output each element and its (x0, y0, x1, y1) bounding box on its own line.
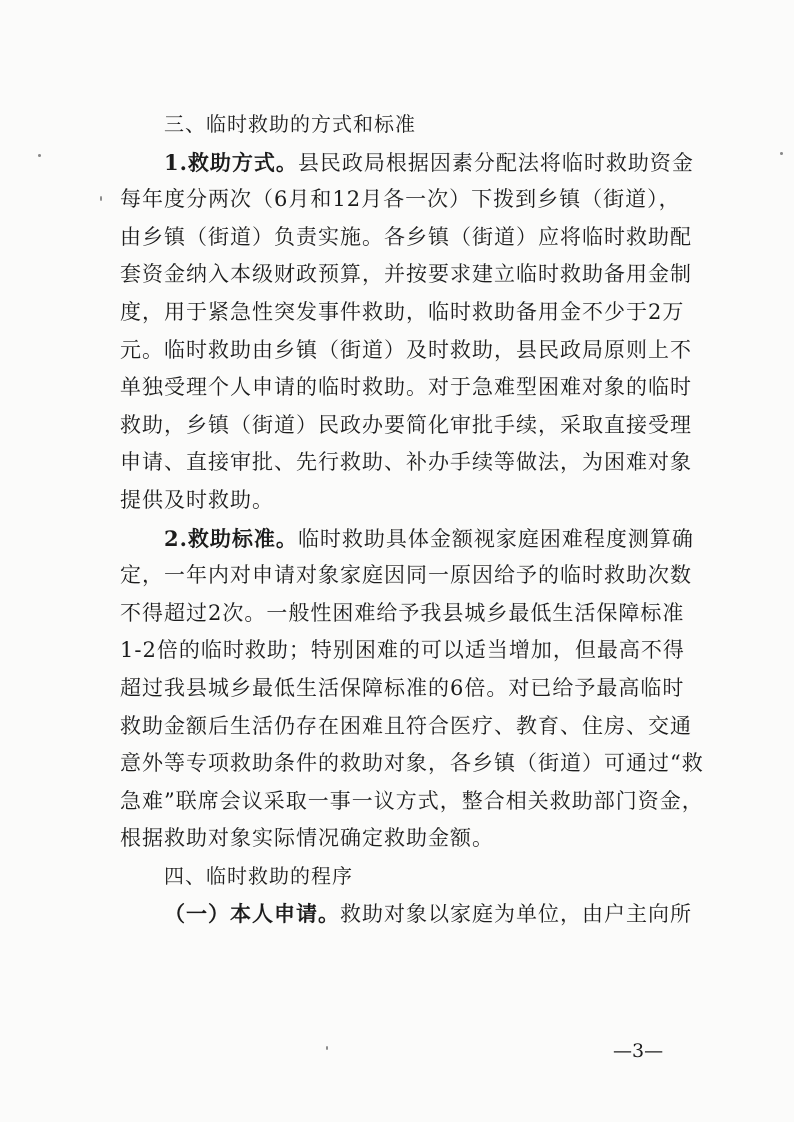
paragraph-line: 意外等专项救助条件的救助对象，各乡镇（街道）可通过“救 (120, 751, 704, 776)
scan-speck (38, 154, 41, 157)
section-three-heading: 三、临时救助的方式和标准 (164, 112, 416, 136)
section-four-heading: 四、临时救助的程序 (164, 863, 353, 888)
paragraph-line: 救助，乡镇（街道）民政办要简化审批手续，采取直接受理 (120, 412, 692, 437)
paragraph-line: 不得超过2次。一般性困难给予我县城乡最低生活保障标准 (120, 600, 685, 625)
body-text (120, 106, 704, 933)
paragraph-line: 每年度分两次（6月和12月各一次）下拨到乡镇（街道）， (120, 187, 681, 212)
paragraph-line: 救助金额后生活仍存在困难且符合医疗、教育、住房、交通 (120, 713, 692, 738)
paragraph-line: 由乡镇（街道）负责实施。各乡镇（街道）应将临时救助配 (120, 224, 692, 249)
page-number: —3— (613, 1040, 664, 1062)
paragraph-line: 1-2倍的临时救助；特别困难的可以适当增加，但最高不得 (120, 638, 685, 663)
paragraph-line: 定，一年内对申请对象家庭因同一原因给予的临时救助次数 (120, 563, 692, 588)
paragraph-line (120, 520, 694, 558)
paragraph-line: 套资金纳入本级财政预算，并按要求建立临时救助备用金制 (120, 262, 692, 287)
item-label: 1.救助方式。 (164, 149, 298, 175)
paragraph-line: 元。临时救助由乡镇（街道）及时救助，县民政局原则上不 (120, 337, 692, 362)
paragraph-line: 急难”联席会议采取一事一议方式，整合相关救助部门资金， (120, 788, 704, 813)
paragraph-line: 度，用于紧急性突发事件救助，临时救助备用金不少于2万 (120, 299, 685, 324)
paragraph-line: 超过我县城乡最低生活保障标准的6倍。对已给予最高临时 (120, 675, 685, 700)
paragraph-line (120, 144, 694, 182)
scan-speck (326, 1046, 328, 1050)
paragraph-text: 临时救助具体金额视家庭困难程度测算确 (297, 526, 694, 551)
paragraph-text: 县民政局根据因素分配法将临时救助资金 (297, 150, 694, 175)
paragraph-line (120, 895, 692, 933)
paragraph-line: 提供及时救助。 (120, 487, 274, 512)
scan-speck (100, 196, 102, 201)
item-label: 2.救助标准。 (164, 525, 298, 551)
paragraph-line: 单独受理个人申请的临时救助。对于急难型困难对象的临时 (120, 375, 692, 400)
item-label: （一）本人申请。 (164, 901, 340, 927)
scan-speck (780, 152, 783, 155)
paragraph-text: 救助对象以家庭为单位，由户主向所 (340, 902, 692, 927)
paragraph-line: 根据救助对象实际情况确定救助金额。 (120, 826, 494, 851)
paragraph-line: 申请、直接审批、先行救助、补办手续等做法，为困难对象 (120, 450, 692, 475)
